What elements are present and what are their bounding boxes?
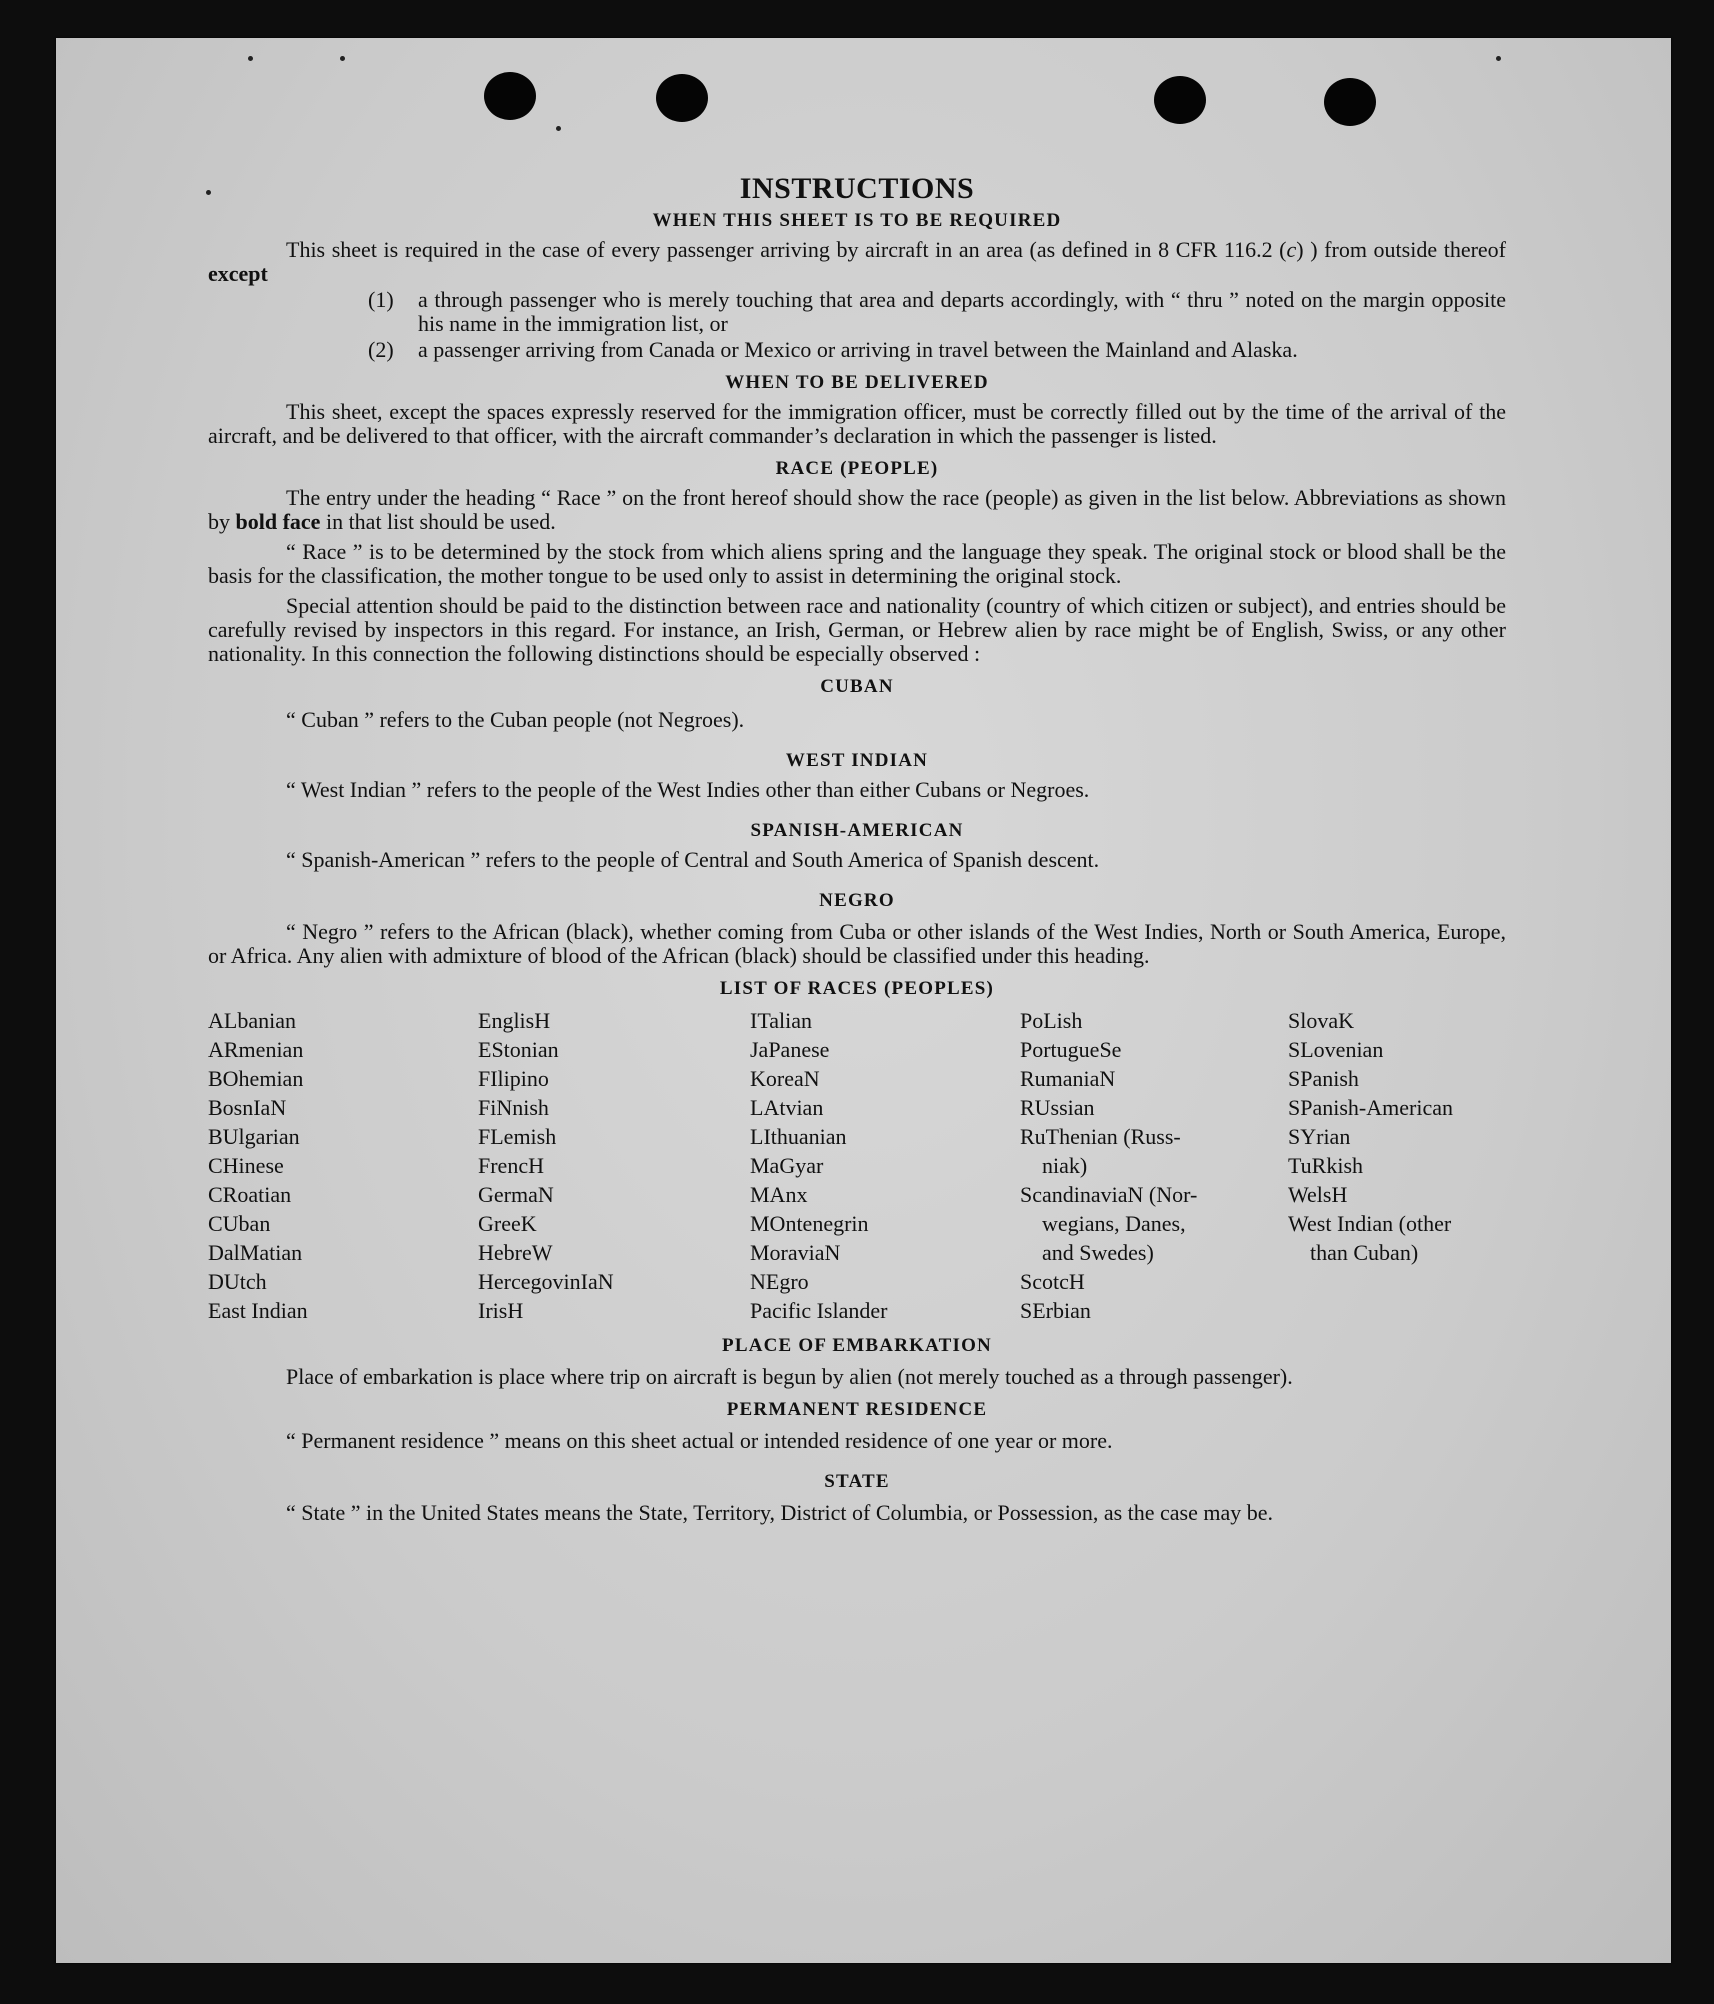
race-entry: than Cuban) [1310,1240,1419,1265]
race-entry: SYrian [1288,1124,1351,1149]
race-entry: EnglisH [478,1008,551,1033]
race-entry: SLovenian [1288,1037,1384,1062]
heading-race: RACE (PEOPLE) [775,458,939,479]
race-column-1 [208,1006,478,1325]
race-entry: SlovaK [1288,1008,1354,1033]
race-entry: FLemish [478,1124,557,1149]
race-column-2 [478,1006,750,1325]
race-entry: ALbanian [208,1008,296,1033]
race-entry: MoraviaN [750,1240,841,1265]
race-paragraph-2: “ Race ” is to be determined by the stock from which aliens spring and the language they speak. The original stock or blood shall be the basis for the classification, the mother tongue to be used only to assist in determining the original stock. [208,539,1506,588]
heading-spanish-american: SPANISH-AMERICAN [750,820,964,841]
exception-item: (1) a through passenger who is merely touching that area and departs accordingly, with “ thru ” noted on the margin opposite his name in the immigration list, or [368,287,1506,336]
race-entry: MaGyar [750,1153,824,1178]
race-entry: PortugueSe [1020,1037,1122,1062]
race-entry: ScandinaviaN (Nor- [1020,1182,1198,1207]
race-paragraph-3: Special attention should be paid to the distinction between race and nationality (country of which citizen or subject), and entries should be carefully revised by inspectors in this regard. For instance, an Irish, German, or Hebrew alien by race might be of English, Swiss, or any other nationality. In this connection the following distinctions should be especially observed : [208,593,1506,666]
race-entry: GermaN [478,1182,554,1207]
race-entry: DalMatian [208,1240,303,1265]
west-indian-text: “ West Indian ” refers to the people of the West Indies other than either Cubans or Negroes. [286,777,1090,802]
race-paragraph-1: The entry under the heading “ Race ” on the front hereof should show the race (people) as given in the list below. Abbreviations as shown by bold face in that list should be used. [208,485,1506,534]
spanish-american-text: “ Spanish-American ” refers to the people of Central and South America of Spanish descent. [286,847,1100,872]
race-entry: niak) [1042,1153,1088,1178]
race-entry: IrisH [478,1298,524,1323]
race-list [208,1006,1506,1325]
race-entry: LIthuanian [750,1124,847,1149]
race-entry: FiNnish [478,1095,549,1120]
race-entry: ARmenian [208,1037,304,1062]
race-entry: SErbian [1020,1298,1091,1323]
instructions-content [208,172,1506,1531]
race-entry: SPanish-American [1288,1095,1453,1120]
race-column-5 [1288,1006,1508,1325]
punch-hole-1 [484,72,536,120]
race-entry: FrencH [478,1153,544,1178]
punch-hole-4 [1324,78,1376,126]
race-entry: HebreW [478,1240,553,1265]
heading-when-required: WHEN THIS SHEET IS TO BE REQUIRED [652,210,1062,231]
race-column-3 [750,1006,1020,1325]
page-title: INSTRUCTIONS [739,172,975,205]
heading-embarkation: PLACE OF EMBARKATION [722,1335,992,1356]
race-entry: NEgro [750,1269,809,1294]
race-entry: CUban [208,1211,271,1236]
heading-negro: NEGRO [819,890,895,911]
race-entry: DUtch [208,1269,267,1294]
race-entry: MOntenegrin [750,1211,869,1236]
state-text: “ State ” in the United States means the State, Territory, District of Columbia, or Possession, as the case may be. [286,1500,1274,1525]
race-entry: wegians, Danes, [1042,1211,1186,1236]
speck [556,126,561,131]
race-entry: BUlgarian [208,1124,300,1149]
race-entry: PoLish [1020,1008,1083,1033]
race-entry: East Indian [208,1298,308,1323]
punch-hole-3 [1154,76,1206,124]
race-entry: KoreaN [750,1066,820,1091]
race-entry: RuThenian (Russ- [1020,1124,1181,1149]
heading-state: STATE [824,1471,890,1492]
race-entry: BOhemian [208,1066,304,1091]
speck [248,56,253,61]
race-entry: West Indian (other [1288,1211,1452,1236]
race-entry: RumaniaN [1020,1066,1116,1091]
race-entry: GreeK [478,1211,537,1236]
race-entry: ITalian [750,1008,812,1033]
embarkation-text: Place of embarkation is place where trip on aircraft is begun by alien (not merely touched as a through passenger). [286,1364,1293,1389]
punch-hole-2 [656,74,708,122]
speck [1496,56,1501,61]
race-entry: FIlipino [478,1066,549,1091]
race-entry: ScotcH [1020,1269,1085,1294]
race-entry: SPanish [1288,1066,1359,1091]
race-entry: and Swedes) [1042,1240,1154,1265]
race-entry: Pacific Islander [750,1298,888,1323]
race-entry: MAnx [750,1182,808,1207]
race-entry: RUssian [1020,1095,1095,1120]
delivered-text: This sheet, except the spaces expressly reserved for the immigration officer, must be correctly filled out by the time of the arrival of the aircraft, and be delivered to that officer, with the aircraft commander’s declaration in which the passenger is listed. [208,399,1506,448]
race-column-4 [1020,1006,1288,1325]
exception-item: (2) a passenger arriving from Canada or Mexico or arriving in travel between the Mainland and Alaska. [368,337,1298,362]
heading-list-of-races: LIST OF RACES (PEOPLES) [719,978,995,999]
race-entry: EStonian [478,1037,559,1062]
race-entry: HercegovinIaN [478,1269,614,1294]
heading-cuban: CUBAN [820,676,894,697]
race-entry: CHinese [208,1153,284,1178]
race-entry: CRoatian [208,1182,292,1207]
race-entry: WelsH [1288,1182,1348,1207]
speck [340,56,345,61]
heading-when-delivered: WHEN TO BE DELIVERED [725,372,989,393]
race-entry: JaPanese [750,1037,830,1062]
required-intro: This sheet is required in the case of every passenger arriving by aircraft in an area (as defined in 8 CFR 116.2 (c) ) from outside thereof except [208,237,1506,286]
residence-text: “ Permanent residence ” means on this sheet actual or intended residence of one year or more. [286,1428,1113,1453]
heading-west-indian: WEST INDIAN [785,750,929,771]
heading-permanent-residence: PERMANENT RESIDENCE [726,1399,988,1420]
race-entry: LAtvian [750,1095,824,1120]
race-entry: BosnIaN [208,1095,287,1120]
negro-text: “ Negro ” refers to the African (black), whether coming from Cuba or other islands of the West Indies, North or South America, Europe, or Africa. Any alien with admixture of blood of the African (black) should be classified under this heading. [208,919,1506,968]
race-entry: TuRkish [1288,1153,1364,1178]
cuban-text: “ Cuban ” refers to the Cuban people (not Negroes). [286,707,745,732]
